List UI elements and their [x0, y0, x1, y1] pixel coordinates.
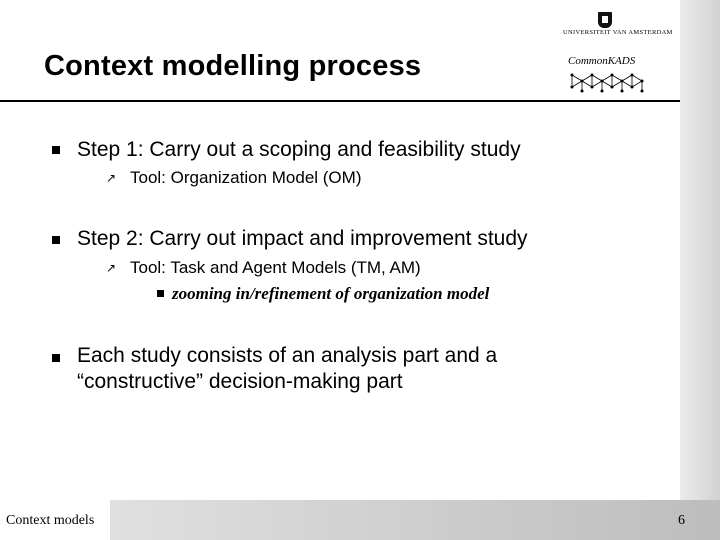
- square-bullet-icon: [52, 236, 60, 244]
- bullet-3-line-2: “constructive” decision-making part: [77, 370, 403, 393]
- arrow-bullet-icon: ↗: [106, 171, 117, 185]
- arrow-bullet-icon: ↗: [106, 261, 117, 275]
- university-logo: [560, 10, 673, 40]
- bullet-3-line-1: Each study consists of an analysis part and a: [77, 344, 498, 367]
- bullet-2-sub-text: Tool: Task and Agent Models (TM, AM): [130, 258, 421, 277]
- bullet-2-subsub-text: zooming in/refinement of organization model: [172, 284, 490, 303]
- crest-icon: [598, 12, 612, 28]
- footer-label: Context models: [6, 513, 95, 528]
- university-name: UNIVERSITEIT VAN AMSTERDAM: [563, 29, 673, 36]
- right-decorative-band: [680, 0, 720, 540]
- title-divider: [0, 100, 680, 102]
- slide-title: Context modelling process: [44, 50, 422, 82]
- square-bullet-icon: [157, 290, 164, 297]
- square-bullet-icon: [52, 146, 60, 154]
- square-bullet-icon: [52, 354, 60, 362]
- commonkads-network-icon: [568, 69, 650, 95]
- commonkads-name: CommonKADS: [568, 55, 636, 67]
- bullet-1-text: Step 1: Carry out a scoping and feasibility study: [77, 138, 521, 161]
- bullet-1-sub-text: Tool: Organization Model (OM): [130, 168, 362, 187]
- page-number: 6: [678, 513, 685, 528]
- bullet-2-text: Step 2: Carry out impact and improvement study: [77, 227, 528, 250]
- commonkads-logo: [566, 55, 676, 95]
